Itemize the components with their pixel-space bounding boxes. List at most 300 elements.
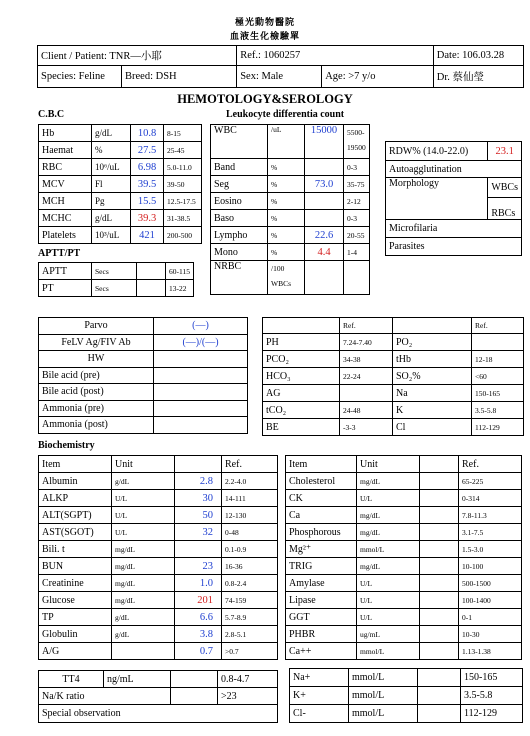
biochem-value: 2.8 bbox=[175, 473, 222, 490]
gas-ref-right: 112-129 bbox=[472, 419, 524, 436]
serology-value bbox=[154, 400, 248, 417]
biochem-ref: 12-130 bbox=[222, 507, 278, 524]
leuko-unit: % bbox=[268, 227, 305, 244]
biochem-unit: mg/dL bbox=[112, 558, 175, 575]
tt4-value bbox=[171, 671, 218, 688]
biochem-ref: 10-100 bbox=[459, 558, 522, 575]
cbc-row bbox=[39, 210, 202, 227]
biochem-ref: 2.8-5.1 bbox=[222, 626, 278, 643]
nrbc-name: NRBC bbox=[211, 261, 268, 295]
leuko-ref: 35-75 bbox=[344, 176, 370, 193]
parasites-label: Parasites bbox=[386, 238, 522, 256]
cbc-row bbox=[39, 193, 202, 210]
gas-h3 bbox=[393, 318, 472, 334]
leuko-ref: 1-4 bbox=[344, 244, 370, 261]
gas-ref-left: -3-3 bbox=[340, 419, 393, 436]
biochem-value bbox=[420, 473, 459, 490]
cbc-name: MCH bbox=[39, 193, 92, 210]
gas-row bbox=[263, 385, 524, 402]
biochem-value: 30 bbox=[175, 490, 222, 507]
biochem-name: Ca++ bbox=[286, 643, 357, 660]
biochem-ref: 74-159 bbox=[222, 592, 278, 609]
biochem-name: Lipase bbox=[286, 592, 357, 609]
cbc-name: Hb bbox=[39, 125, 92, 142]
electrolyte-row bbox=[290, 669, 523, 687]
gas-name-right: Na bbox=[393, 385, 472, 402]
serology-row bbox=[39, 400, 248, 417]
header-value bbox=[175, 456, 222, 473]
autoagg-label: Autoagglutination bbox=[386, 161, 522, 178]
nrbc-value bbox=[305, 261, 344, 295]
electrolyte-unit: mmol/L bbox=[349, 669, 418, 687]
biochem-name: AST(SGOT) bbox=[39, 524, 112, 541]
wbc-ref-high: 19500 bbox=[347, 143, 366, 152]
gas-name-right: Cl bbox=[393, 419, 472, 436]
biochem-unit: g/dL bbox=[112, 609, 175, 626]
biochem-name: Creatinine bbox=[39, 575, 112, 592]
leuko-unit: % bbox=[268, 244, 305, 261]
biochem-row bbox=[39, 592, 278, 609]
wbcs-label: WBCs bbox=[488, 178, 522, 198]
biochem-unit: mg/dL bbox=[112, 592, 175, 609]
biochem-name: Ca bbox=[286, 507, 357, 524]
biochem-unit bbox=[112, 643, 175, 660]
biochem-unit: mmol/L bbox=[357, 541, 420, 558]
biochem-value bbox=[420, 524, 459, 541]
leuko-name: Baso bbox=[211, 210, 268, 227]
biochem-value: 3.8 bbox=[175, 626, 222, 643]
biochem-ref: 2.2-4.0 bbox=[222, 473, 278, 490]
gas-name-right: tHb bbox=[393, 351, 472, 368]
biochem-value: 23 bbox=[175, 558, 222, 575]
microfilaria-label: Microfilaria bbox=[386, 220, 522, 238]
aptt-table bbox=[38, 262, 194, 297]
nak-value bbox=[171, 688, 218, 705]
biochem-unit: g/dL bbox=[112, 626, 175, 643]
aptt-unit: Secs bbox=[92, 263, 137, 280]
electrolyte-ref: 112-129 bbox=[461, 705, 523, 723]
biochem-value bbox=[420, 558, 459, 575]
aptt-unit: Secs bbox=[92, 280, 137, 297]
gas-name-left: PCO₂ bbox=[263, 351, 340, 368]
cbc-table bbox=[38, 124, 202, 244]
gas-name-left: PH bbox=[263, 334, 340, 351]
biochem-unit: ug/mL bbox=[357, 626, 420, 643]
electrolyte-value bbox=[418, 669, 461, 687]
cbc-name: MCV bbox=[39, 176, 92, 193]
biochem-name: Amylase bbox=[286, 575, 357, 592]
biochem-unit: mg/dL bbox=[357, 524, 420, 541]
biochem-ref: 1.13-1.38 bbox=[459, 643, 522, 660]
electrolyte-name: Na+ bbox=[290, 669, 349, 687]
biochem-row bbox=[39, 490, 278, 507]
biochem-value: 6.6 bbox=[175, 609, 222, 626]
serology-value bbox=[154, 384, 248, 401]
serology-value bbox=[154, 417, 248, 434]
biochem-value: 50 bbox=[175, 507, 222, 524]
biochem-value: 201 bbox=[175, 592, 222, 609]
cbc-name: Platelets bbox=[39, 227, 92, 244]
nrbc-row bbox=[211, 261, 370, 295]
cbc-name: RBC bbox=[39, 159, 92, 176]
cbc-unit: g/dL bbox=[92, 125, 131, 142]
biochem-value bbox=[420, 575, 459, 592]
gas-row bbox=[263, 334, 524, 351]
nrbc-unit-top: /100 bbox=[271, 264, 285, 273]
leuko-name: Band bbox=[211, 159, 268, 176]
gas-name-right: PO₂ bbox=[393, 334, 472, 351]
report-name: 血液生化檢驗單 bbox=[229, 31, 300, 41]
leuko-ref: 0-3 bbox=[344, 210, 370, 227]
cbc-value: 39.5 bbox=[131, 176, 164, 193]
gas-name-left: HCO₃ bbox=[263, 368, 340, 385]
gas-ref-right: 12-18 bbox=[472, 351, 524, 368]
biochem-value bbox=[420, 507, 459, 524]
cbc-ref: 12.5-17.5 bbox=[164, 193, 202, 210]
biochem-ref: 14-111 bbox=[222, 490, 278, 507]
serology-value bbox=[154, 351, 248, 368]
serology-row bbox=[39, 334, 248, 351]
leuko-name: Mono bbox=[211, 244, 268, 261]
clinic-name: 極光動物醫院 bbox=[234, 17, 295, 27]
gas-ref-header-2: Ref. bbox=[472, 318, 524, 334]
cbc-value: 6.98 bbox=[131, 159, 164, 176]
bottom-left-table bbox=[38, 670, 278, 723]
leuko-unit: % bbox=[268, 210, 305, 227]
gas-ref-left: 22-24 bbox=[340, 368, 393, 385]
aptt-ref: 60-115 bbox=[166, 263, 194, 280]
cbc-name: Haemat bbox=[39, 142, 92, 159]
gas-h1 bbox=[263, 318, 340, 334]
blood-gas-table bbox=[262, 317, 524, 436]
aptt-value bbox=[137, 280, 166, 297]
cbc-row bbox=[39, 159, 202, 176]
biochem-ref: 3.1-7.5 bbox=[459, 524, 522, 541]
biochem-value: 1.0 bbox=[175, 575, 222, 592]
serology-row bbox=[39, 318, 248, 335]
biochem-value: 0.7 bbox=[175, 643, 222, 660]
cbc-name: MCHC bbox=[39, 210, 92, 227]
biochem-name: GGT bbox=[286, 609, 357, 626]
cbc-ref: 5.0-11.0 bbox=[164, 159, 202, 176]
leuko-row bbox=[211, 210, 370, 227]
biochem-ref: 0-48 bbox=[222, 524, 278, 541]
biochem-value: 32 bbox=[175, 524, 222, 541]
gas-ref-left: 34-38 bbox=[340, 351, 393, 368]
biochem-ref: >0.7 bbox=[222, 643, 278, 660]
biochem-row bbox=[39, 609, 278, 626]
cbc-value: 39.3 bbox=[131, 210, 164, 227]
serology-name: Ammonia (post) bbox=[39, 417, 154, 434]
biochem-header-row bbox=[39, 456, 278, 473]
cbc-row bbox=[39, 125, 202, 142]
gas-name-left: AG bbox=[263, 385, 340, 402]
gas-row bbox=[263, 402, 524, 419]
gas-row bbox=[263, 368, 524, 385]
biochem-row bbox=[286, 609, 522, 626]
aptt-value bbox=[137, 263, 166, 280]
wbc-name: WBC bbox=[211, 125, 268, 159]
biochem-name: Phosphorous bbox=[286, 524, 357, 541]
leuko-value bbox=[305, 193, 344, 210]
serology-row bbox=[39, 417, 248, 434]
biochem-row bbox=[286, 473, 522, 490]
biochem-name: ALT(SGPT) bbox=[39, 507, 112, 524]
leuko-unit: % bbox=[268, 176, 305, 193]
gas-ref-left bbox=[340, 385, 393, 402]
cbc-unit: Pg bbox=[92, 193, 131, 210]
biochem-name: TRIG bbox=[286, 558, 357, 575]
leuko-ref: 20-55 bbox=[344, 227, 370, 244]
biochem-ref: 10-30 bbox=[459, 626, 522, 643]
species-cell: Species: Feline bbox=[38, 66, 122, 88]
age-cell: Age: >7 y/o bbox=[322, 66, 434, 88]
serology-row bbox=[39, 351, 248, 368]
biochem-name: Glucose bbox=[39, 592, 112, 609]
rdw-value: 23.1 bbox=[488, 142, 522, 161]
cbc-value: 15.5 bbox=[131, 193, 164, 210]
biochem-row bbox=[286, 626, 522, 643]
biochem-row bbox=[39, 558, 278, 575]
biochem-row bbox=[286, 490, 522, 507]
wbc-row bbox=[211, 125, 370, 159]
gas-ref-right bbox=[472, 334, 524, 351]
gas-header-row bbox=[263, 318, 524, 334]
biochem-row bbox=[39, 575, 278, 592]
leuko-value bbox=[305, 159, 344, 176]
cbc-ref: 8-15 bbox=[164, 125, 202, 142]
biochem-unit: U/L bbox=[357, 490, 420, 507]
biochem-row bbox=[39, 524, 278, 541]
electrolyte-row bbox=[290, 705, 523, 723]
leuko-row bbox=[211, 244, 370, 261]
serology-name: HW bbox=[39, 351, 154, 368]
serology-name: Ammonia (pre) bbox=[39, 400, 154, 417]
biochem-name: Bili. t bbox=[39, 541, 112, 558]
header-unit: Unit bbox=[112, 456, 175, 473]
biochem-value bbox=[420, 643, 459, 660]
biochem-value bbox=[420, 592, 459, 609]
electrolyte-ref: 3.5-5.8 bbox=[461, 687, 523, 705]
date-cell: Date: 106.03.28 bbox=[433, 46, 523, 66]
gas-row bbox=[263, 351, 524, 368]
header-value bbox=[420, 456, 459, 473]
serology-name: Bile acid (post) bbox=[39, 384, 154, 401]
biochem-unit: mg/dL bbox=[357, 473, 420, 490]
biochem-unit: g/dL bbox=[112, 473, 175, 490]
biochem-unit: U/L bbox=[112, 507, 175, 524]
doctor-cell: Dr. 蔡仙瑩 bbox=[433, 66, 523, 88]
nrbc-ref bbox=[344, 261, 370, 295]
biochem-header-row bbox=[286, 456, 522, 473]
electrolyte-value bbox=[418, 687, 461, 705]
leuko-row bbox=[211, 176, 370, 193]
biochem-unit: U/L bbox=[357, 592, 420, 609]
cbc-unit: % bbox=[92, 142, 131, 159]
wbc-ref-low: 5500- bbox=[347, 128, 365, 137]
nak-ref: >23 bbox=[218, 688, 278, 705]
biochem-row bbox=[39, 473, 278, 490]
morphology-label: Morphology bbox=[386, 178, 488, 220]
biochem-row bbox=[286, 524, 522, 541]
nrbc-unit-bottom: WBCs bbox=[271, 279, 292, 288]
leuko-table bbox=[210, 124, 370, 295]
cbc-value: 27.5 bbox=[131, 142, 164, 159]
header-unit: Unit bbox=[357, 456, 420, 473]
leuko-name: Seg bbox=[211, 176, 268, 193]
tt4-ref: 0.8-4.7 bbox=[218, 671, 278, 688]
header-ref: Ref. bbox=[459, 456, 522, 473]
gas-ref-right: <60 bbox=[472, 368, 524, 385]
cbc-row bbox=[39, 227, 202, 244]
cbc-unit: 10⁶/uL bbox=[92, 159, 131, 176]
biochem-left-table bbox=[38, 455, 278, 660]
aptt-ref: 13-22 bbox=[166, 280, 194, 297]
biochem-ref: 65-225 bbox=[459, 473, 522, 490]
biochem-right-table bbox=[285, 455, 522, 660]
biochem-name: Mg²⁺ bbox=[286, 541, 357, 558]
biochem-unit: U/L bbox=[357, 609, 420, 626]
page-title: HEMOTOLOGY&SEROLOGY bbox=[177, 92, 353, 106]
serology-name: Parvo bbox=[39, 318, 154, 335]
client-cell: Client / Patient: TNR—小耶 bbox=[38, 46, 237, 66]
ref-cell: Ref.: 1060257 bbox=[237, 46, 434, 66]
leuko-row bbox=[211, 227, 370, 244]
leuko-title: Leukocyte differentia count bbox=[226, 109, 345, 120]
biochem-ref: 100-1400 bbox=[459, 592, 522, 609]
biochem-row bbox=[286, 592, 522, 609]
leuko-name: Lympho bbox=[211, 227, 268, 244]
rdw-label: RDW% (14.0-22.0) bbox=[386, 142, 488, 161]
serology-table bbox=[38, 317, 248, 434]
aptt-row bbox=[39, 280, 194, 297]
cbc-ref: 39-50 bbox=[164, 176, 202, 193]
gas-name-left: BE bbox=[263, 419, 340, 436]
biochem-row bbox=[39, 507, 278, 524]
electrolyte-row bbox=[290, 687, 523, 705]
tt4-unit: ng/mL bbox=[104, 671, 171, 688]
leuko-value: 73.0 bbox=[305, 176, 344, 193]
rbcs-label: RBCs bbox=[488, 198, 522, 220]
gas-name-left: tCO₂ bbox=[263, 402, 340, 419]
leuko-value bbox=[305, 210, 344, 227]
electrolyte-value bbox=[418, 705, 461, 723]
leuko-unit: % bbox=[268, 193, 305, 210]
rdw-panel bbox=[385, 141, 522, 256]
biochem-name: PHBR bbox=[286, 626, 357, 643]
wbc-unit: /uL bbox=[268, 125, 305, 159]
leuko-ref: 0-3 bbox=[344, 159, 370, 176]
biochem-unit: U/L bbox=[357, 575, 420, 592]
biochem-unit: mg/dL bbox=[357, 507, 420, 524]
biochem-row bbox=[39, 541, 278, 558]
special-observation: Special observation bbox=[39, 705, 278, 723]
aptt-name: PT bbox=[39, 280, 92, 297]
biochem-unit: mg/dL bbox=[112, 575, 175, 592]
electrolyte-name: Cl- bbox=[290, 705, 349, 723]
biochem-row bbox=[39, 626, 278, 643]
biochem-name: Albumin bbox=[39, 473, 112, 490]
serology-name: FeLV Ag/FIV Ab bbox=[39, 334, 154, 351]
biochem-value bbox=[420, 609, 459, 626]
serology-value: (—) bbox=[154, 318, 248, 335]
leuko-unit: % bbox=[268, 159, 305, 176]
serology-row bbox=[39, 367, 248, 384]
biochem-value bbox=[420, 541, 459, 558]
biochem-name: A/G bbox=[39, 643, 112, 660]
patient-info-table bbox=[37, 45, 524, 88]
cbc-row bbox=[39, 142, 202, 159]
gas-ref-right: 3.5-5.8 bbox=[472, 402, 524, 419]
biochem-unit: mmol/L bbox=[357, 643, 420, 660]
biochem-name: CK bbox=[286, 490, 357, 507]
cbc-row bbox=[39, 176, 202, 193]
bottom-right-table bbox=[289, 668, 523, 723]
aptt-name: APTT bbox=[39, 263, 92, 280]
serology-value bbox=[154, 367, 248, 384]
biochem-value bbox=[420, 490, 459, 507]
gas-ref-left: 7.24-7.40 bbox=[340, 334, 393, 351]
header-item: Item bbox=[286, 456, 357, 473]
leuko-value: 4.4 bbox=[305, 244, 344, 261]
cbc-ref: 31-38.5 bbox=[164, 210, 202, 227]
leuko-name: Eosino bbox=[211, 193, 268, 210]
gas-ref-left: 24-48 bbox=[340, 402, 393, 419]
wbc-ref bbox=[344, 125, 370, 159]
gas-name-right: K bbox=[393, 402, 472, 419]
biochem-row bbox=[286, 507, 522, 524]
sex-cell: Sex: Male bbox=[237, 66, 322, 88]
leuko-row bbox=[211, 193, 370, 210]
biochem-ref: 0.8-2.4 bbox=[222, 575, 278, 592]
biochem-ref: 0-1 bbox=[459, 609, 522, 626]
biochem-unit: U/L bbox=[112, 490, 175, 507]
biochem-unit: mg/dL bbox=[112, 541, 175, 558]
cbc-unit: g/dL bbox=[92, 210, 131, 227]
header-item: Item bbox=[39, 456, 112, 473]
electrolyte-unit: mmol/L bbox=[349, 687, 418, 705]
biochem-name: ALKP bbox=[39, 490, 112, 507]
cbc-unit: Fl bbox=[92, 176, 131, 193]
biochem-row bbox=[286, 575, 522, 592]
serology-name: Bile acid (pre) bbox=[39, 367, 154, 384]
serology-row bbox=[39, 384, 248, 401]
cbc-ref: 200-500 bbox=[164, 227, 202, 244]
biochem-row bbox=[286, 558, 522, 575]
biochem-row bbox=[39, 643, 278, 660]
biochem-unit: U/L bbox=[112, 524, 175, 541]
biochem-row bbox=[286, 541, 522, 558]
nrbc-unit bbox=[268, 261, 305, 295]
electrolyte-unit: mmol/L bbox=[349, 705, 418, 723]
electrolyte-name: K+ bbox=[290, 687, 349, 705]
cbc-ref: 25-45 bbox=[164, 142, 202, 159]
header-ref: Ref. bbox=[222, 456, 278, 473]
biochem-title: Biochemistry bbox=[38, 440, 95, 451]
gas-ref-header-1: Ref. bbox=[340, 318, 393, 334]
wbc-value: 15000 bbox=[305, 125, 344, 159]
biochem-ref: 1.5-3.0 bbox=[459, 541, 522, 558]
cbc-title: C.B.C bbox=[38, 109, 65, 120]
cbc-value: 421 bbox=[131, 227, 164, 244]
biochem-name: BUN bbox=[39, 558, 112, 575]
biochem-ref: 7.8-11.3 bbox=[459, 507, 522, 524]
aptt-title: APTT/PT bbox=[38, 248, 81, 259]
breed-cell: Breed: DSH bbox=[122, 66, 237, 88]
leuko-ref: 2-12 bbox=[344, 193, 370, 210]
biochem-name: Globulin bbox=[39, 626, 112, 643]
nak-label: Na/K ratio bbox=[39, 688, 171, 705]
